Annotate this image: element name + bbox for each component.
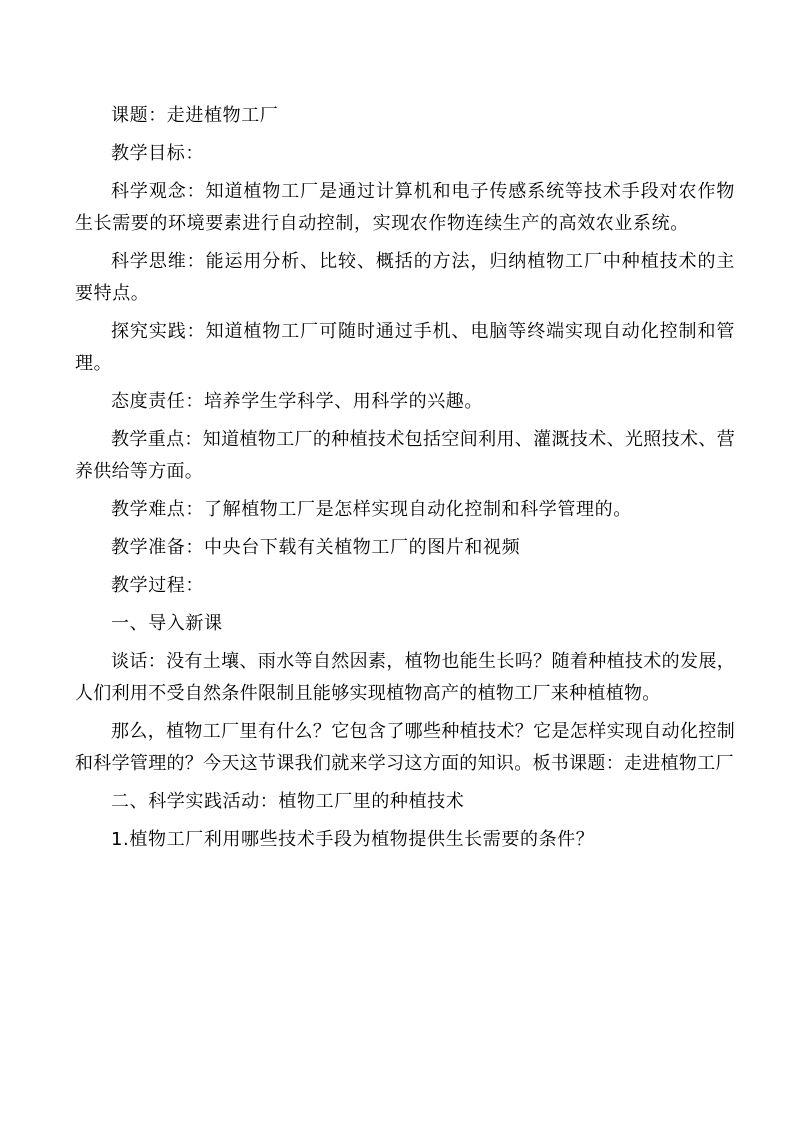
goal-scientific-concept: 科学观念：知道植物工厂是通过计算机和电子传感系统等技术手段对农作物生长需要的环境要素进行自动控制，实现农作物连续生产的高效农业系统。 bbox=[75, 181, 735, 234]
teaching-key-points: 教学重点：知道植物工厂的种植技术包括空间利用、灌溉技术、光照技术、营养供给等方面。 bbox=[75, 429, 735, 482]
document-body bbox=[75, 100, 735, 862]
goal-scientific-thinking: 科学思维：能运用分析、比较、概括的方法，归纳植物工厂中种植技术的主要特点。 bbox=[75, 251, 735, 304]
intro-dialogue: 谈话：没有土壤、雨水等自然因素，植物也能生长吗？随着种植技术的发展，人们利用不受自然条件限制且能够实现植物高产的植物工厂来种植植物。 bbox=[75, 651, 735, 704]
section-intro: 一、导入新课 bbox=[111, 613, 223, 634]
lesson-title: 课题：走进植物工厂 bbox=[111, 105, 279, 126]
activity-question-1: 1.植物工厂利用哪些技术手段为植物提供生长需要的条件？ bbox=[111, 829, 595, 850]
heading-teaching-goals: 教学目标： bbox=[111, 143, 204, 164]
intro-questions: 那么，植物工厂里有什么？它包含了哪些种植技术？它是怎样实现自动化控制和科学管理的？今天这节课我们就来学习这方面的知识。板书课题：走进植物工厂 bbox=[75, 721, 735, 774]
teaching-preparation: 教学准备：中央台下载有关植物工厂的图片和视频 bbox=[111, 537, 521, 558]
goal-inquiry-practice: 探究实践：知道植物工厂可随时通过手机、电脑等终端实现自动化控制和管理。 bbox=[75, 321, 735, 374]
goal-attitude-responsibility: 态度责任：培养学生学科学、用科学的兴趣。 bbox=[111, 391, 483, 412]
teaching-difficulties: 教学难点：了解植物工厂是怎样实现自动化控制和科学管理的。 bbox=[111, 499, 632, 520]
heading-teaching-process: 教学过程： bbox=[111, 575, 204, 596]
section-practice-activity: 二、科学实践活动：植物工厂里的种植技术 bbox=[111, 791, 465, 812]
